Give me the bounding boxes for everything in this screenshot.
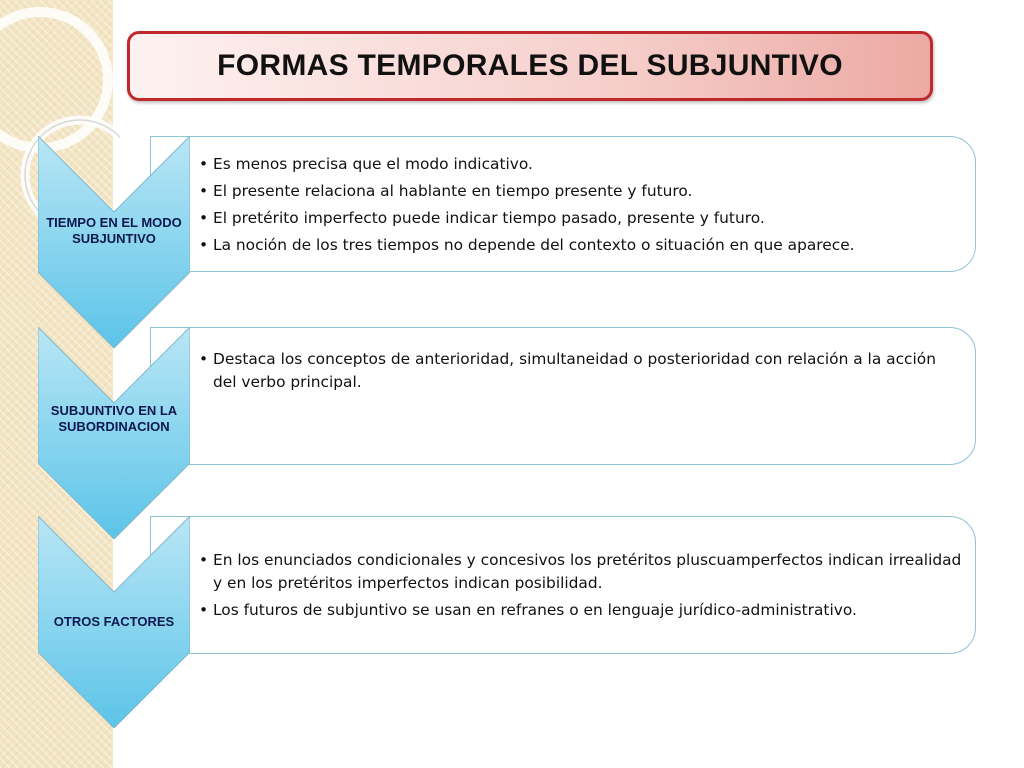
bullet-list bbox=[151, 348, 975, 398]
chevron-label-otros-factores: OTROS FACTORES bbox=[53, 614, 175, 629]
list-item: • Destaca los conceptos de anterioridad, simultaneidad o posterioridad con relación a la acción del verbo principal. bbox=[213, 348, 963, 398]
list-item: • El pretérito imperfecto puede indicar tiempo pasado, presente y futuro. bbox=[213, 207, 963, 234]
row-card-tiempo bbox=[150, 136, 976, 272]
chevron-label-tiempo: TIEMPO EN EL MODO SUBJUNTIVO bbox=[46, 215, 182, 246]
bullet-list bbox=[151, 153, 975, 261]
chevron-label-subordinacion: SUBJUNTIVO EN LA SUBORDINACION bbox=[50, 403, 178, 434]
title-banner bbox=[127, 31, 933, 101]
list-item: • La noción de los tres tiempos no depende del contexto o situación en que aparece. bbox=[213, 234, 963, 261]
row-card-subordinacion bbox=[150, 327, 976, 465]
bullet-list bbox=[151, 549, 975, 626]
list-item: • El presente relaciona al hablante en tiempo presente y futuro. bbox=[213, 180, 963, 207]
list-item: • Los futuros de subjuntivo se usan en refranes o en lenguaje jurídico-administrativo. bbox=[213, 599, 963, 626]
list-item: • En los enunciados condicionales y concesivos los pretéritos pluscuamperfectos indican irrealidad y en los pretéritos imperfectos indican posibilidad. bbox=[213, 549, 963, 599]
page-title: FORMAS TEMPORALES DEL SUBJUNTIVO bbox=[217, 49, 843, 82]
list-item: • Es menos precisa que el modo indicativo. bbox=[213, 153, 963, 180]
row-card-otros-factores bbox=[150, 516, 976, 654]
